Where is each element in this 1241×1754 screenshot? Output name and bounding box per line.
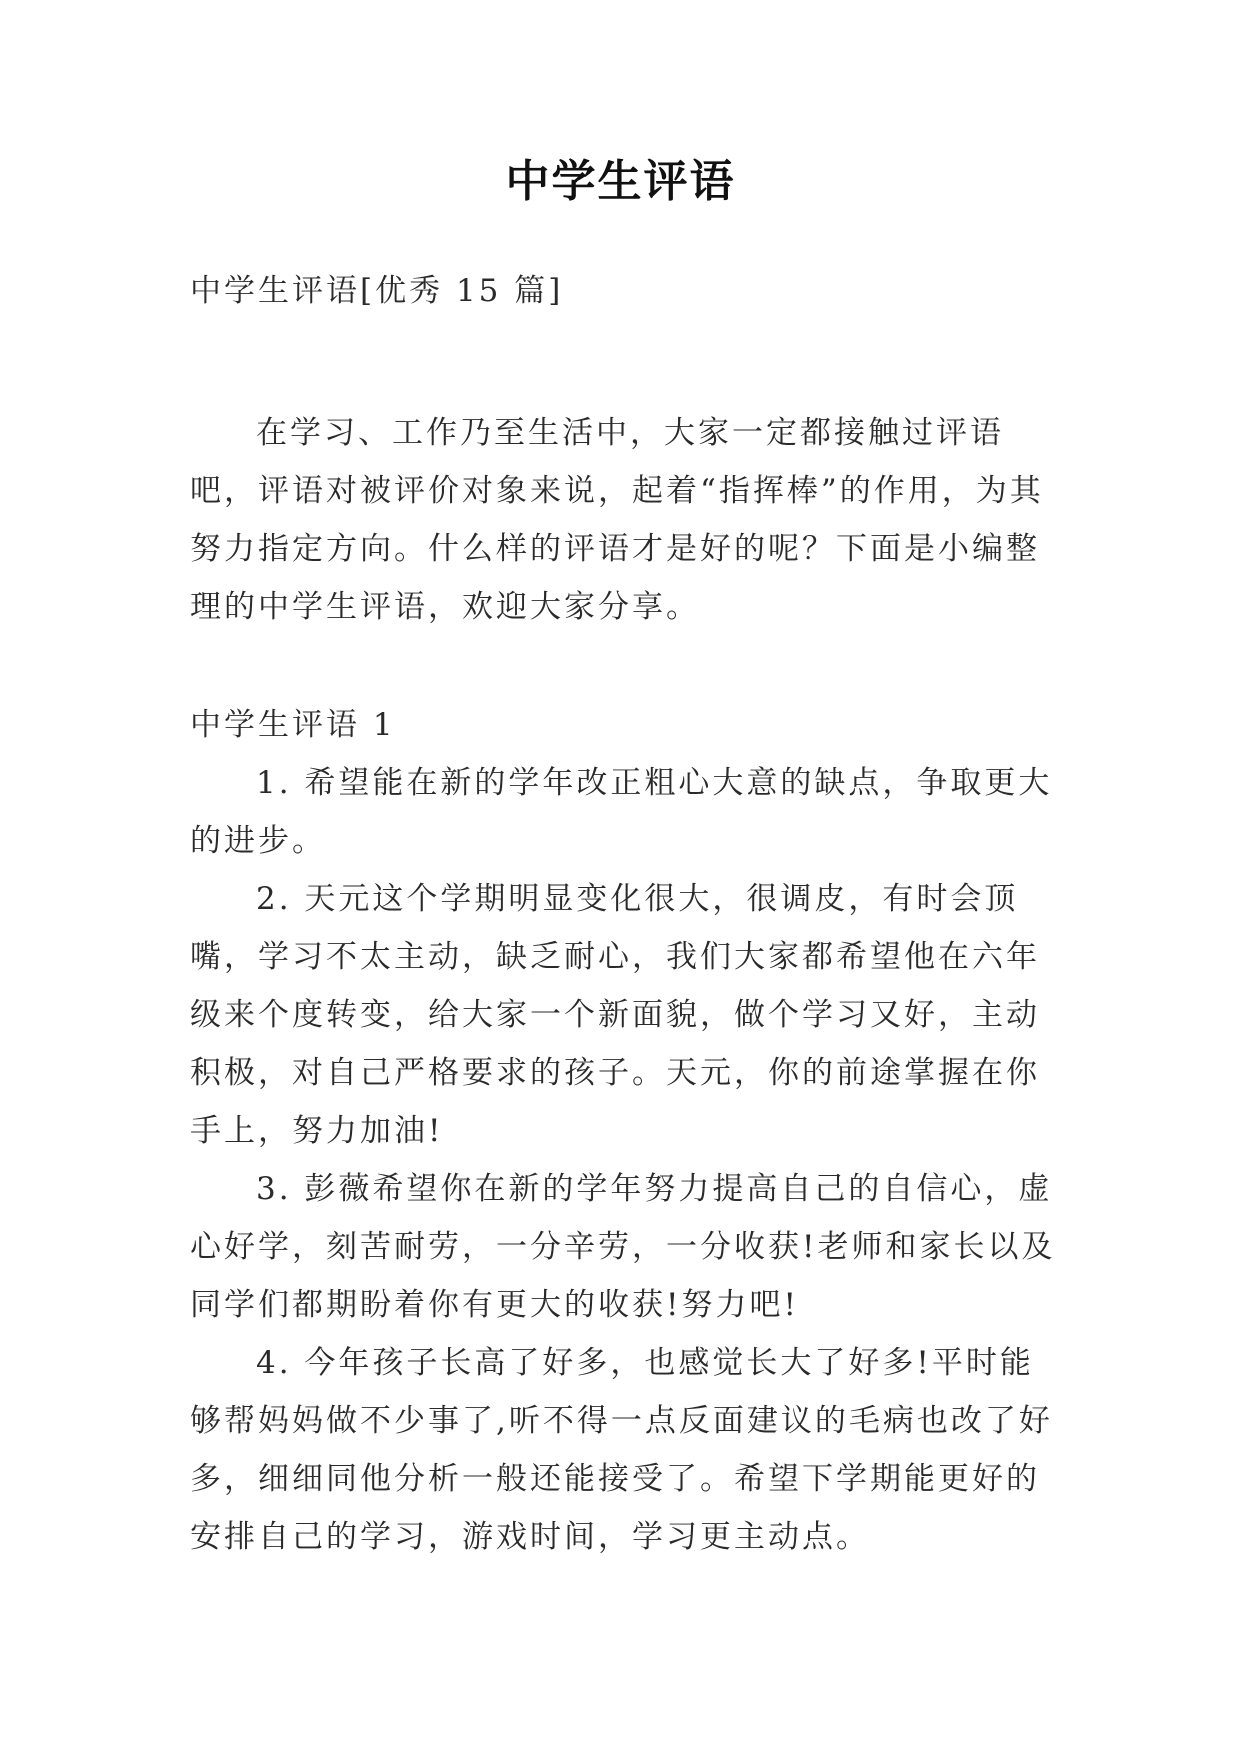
comment-item-4: 4. 今年孩子长高了好多，也感觉长大了好多!平时能够帮妈妈做不少事了,听不得一点反面建议的毛病也改了好多，细细同他分析一般还能接受了。希望下学期能更好的安排自己的学习，游戏时间，学习更主动点。 (190, 1345, 1053, 1555)
document-title: 中学生评语 (505, 156, 736, 207)
comment-item-2: 2. 天元这个学期明显变化很大，很调皮，有时会顶嘴，学习不太主动，缺乏耐心，我们大家都希望他在六年级来个度转变，给大家一个新面貌，做个学习又好，主动积极，对自己严格要求的孩子。天元，你的前途掌握在你手上，努力加油! (190, 881, 1040, 1149)
section-heading: 中学生评语 1 (190, 707, 396, 743)
intro-paragraph: 在学习、工作乃至生活中，大家一定都接触过评语吧，评语对被评价对象来说，起着“指挥棒”的作用，为其努力指定方向。什么样的评语才是好的呢？下面是小编整理的中学生评语，欢迎大家分享。 (190, 415, 1044, 625)
document-subtitle: 中学生评语[优秀 15 篇] (190, 273, 564, 309)
comment-list (190, 754, 1060, 1566)
comment-item-3: 3. 彭薇希望你在新的学年努力提高自己的自信心，虚心好学，刻苦耐劳，一分辛劳，一分收获!老师和家长以及同学们都期盼着你有更大的收获!努力吧! (190, 1171, 1056, 1323)
comment-item-1: 1. 希望能在新的学年改正粗心大意的缺点，争取更大的进步。 (190, 765, 1053, 859)
